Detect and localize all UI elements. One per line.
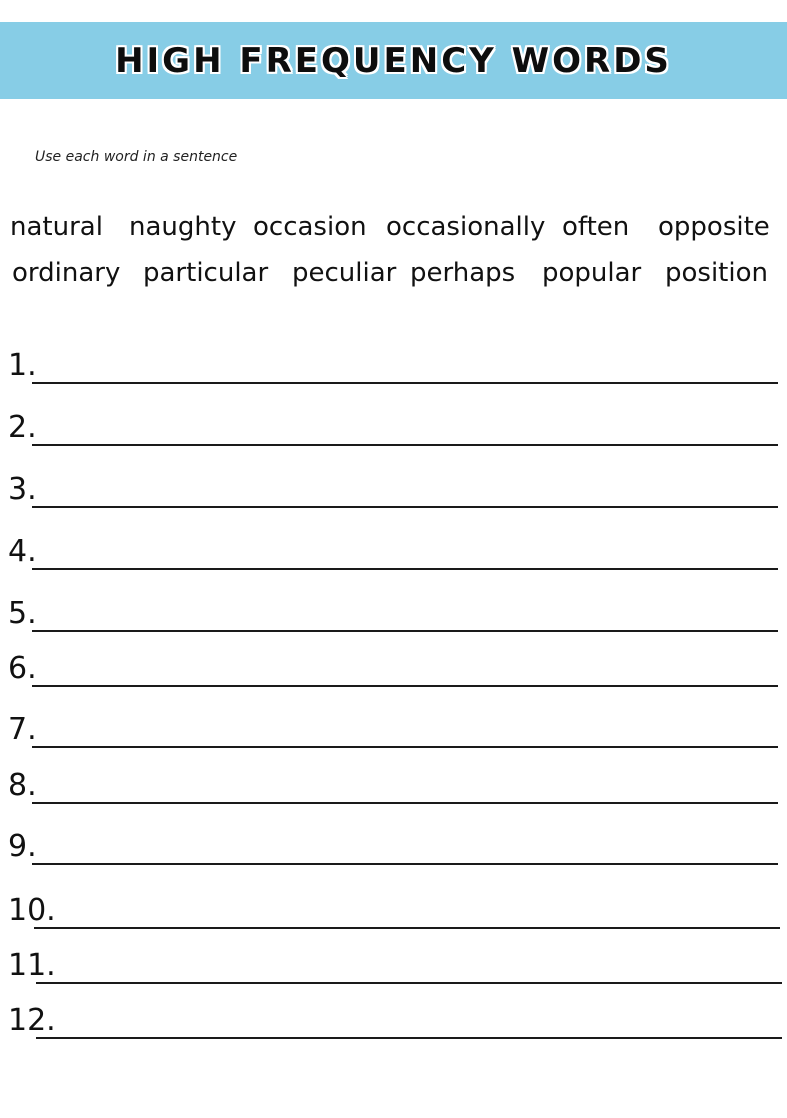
answer-line[interactable] — [32, 685, 778, 687]
page-title: HIGH FREQUENCY WORDS — [115, 40, 672, 81]
answer-row-3[interactable] — [0, 460, 787, 510]
word-bank-item: opposite — [658, 212, 770, 242]
line-number: 9. — [8, 829, 37, 864]
word-bank-item: position — [665, 258, 768, 288]
word-bank-item: natural — [10, 212, 103, 242]
answer-line[interactable] — [32, 746, 778, 748]
line-number: 2. — [8, 410, 37, 445]
line-number: 10. — [8, 893, 56, 928]
line-number: 11. — [8, 948, 56, 983]
answer-line[interactable] — [32, 568, 778, 570]
answer-row-5[interactable] — [0, 584, 787, 634]
answer-row-4[interactable] — [0, 522, 787, 572]
answer-line[interactable] — [34, 927, 780, 929]
answer-row-7[interactable] — [0, 700, 787, 750]
header-banner — [0, 22, 787, 99]
answer-row-11[interactable] — [0, 936, 787, 986]
instruction-text: Use each word in a sentence — [35, 149, 238, 165]
word-bank-row-1 — [0, 207, 787, 247]
answer-line[interactable] — [32, 802, 778, 804]
answer-line[interactable] — [32, 863, 778, 865]
word-bank-item: popular — [542, 258, 642, 288]
answer-row-10[interactable] — [0, 881, 787, 931]
answer-row-9[interactable] — [0, 817, 787, 867]
word-bank-item: occasionally — [386, 212, 546, 242]
word-bank-item: perhaps — [410, 258, 516, 288]
answer-row-1[interactable] — [0, 336, 787, 386]
answer-line[interactable] — [32, 630, 778, 632]
word-bank-item: often — [562, 212, 630, 242]
word-bank-item: occasion — [253, 212, 367, 242]
line-number: 3. — [8, 472, 37, 507]
line-number: 5. — [8, 596, 37, 631]
word-bank-item: particular — [143, 258, 269, 288]
word-bank-row-2 — [0, 253, 787, 293]
answer-line[interactable] — [36, 982, 782, 984]
answer-line[interactable] — [32, 382, 778, 384]
answer-row-8[interactable] — [0, 756, 787, 806]
word-bank-item: ordinary — [12, 258, 121, 288]
line-number: 7. — [8, 712, 37, 747]
answer-line[interactable] — [32, 506, 778, 508]
word-bank-item: peculiar — [292, 258, 397, 288]
answer-line[interactable] — [32, 444, 778, 446]
line-number: 8. — [8, 768, 37, 803]
line-number: 6. — [8, 651, 37, 686]
word-bank-item: naughty — [129, 212, 237, 242]
answer-row-2[interactable] — [0, 398, 787, 448]
line-number: 12. — [8, 1003, 56, 1038]
answer-row-12[interactable] — [0, 991, 787, 1041]
answer-line[interactable] — [36, 1037, 782, 1039]
answer-row-6[interactable] — [0, 639, 787, 689]
line-number: 4. — [8, 534, 37, 569]
line-number: 1. — [8, 348, 37, 383]
